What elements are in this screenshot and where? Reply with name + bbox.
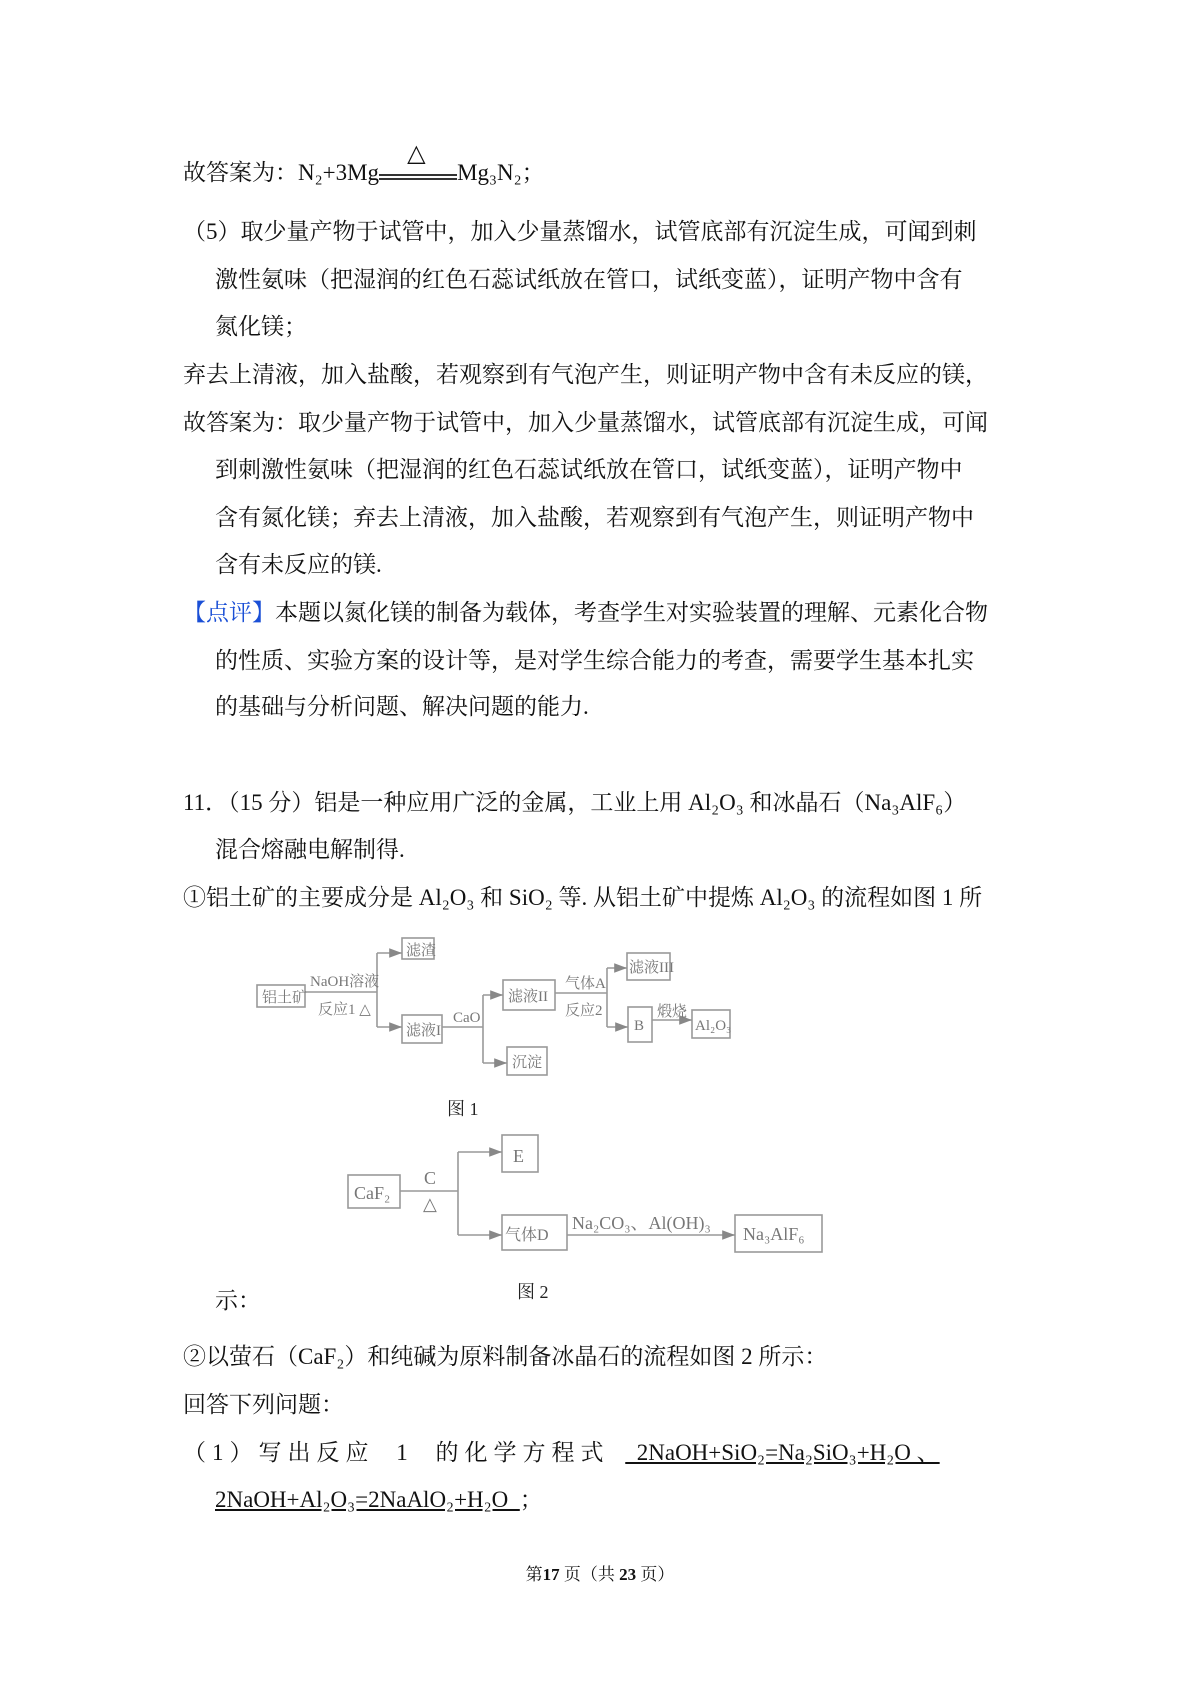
footer-text: 页）	[636, 1565, 675, 1584]
q11-line: 混合熔融电解制得.	[215, 837, 405, 862]
page-footer	[0, 1560, 1200, 1585]
q1-end: ；	[519, 1487, 543, 1512]
label-gas-a: 气体A	[565, 976, 606, 992]
q1-answer-2: 2NaOH+Al₂O₃=2NaAlO₂+H₂O	[215, 1487, 520, 1512]
label-filtrate3: 滤液III	[629, 960, 674, 976]
label-heat: △	[423, 1194, 437, 1214]
equation-right: Mg₃N₂；	[457, 160, 545, 185]
footer-text: 第	[525, 1565, 543, 1584]
label-reaction1: 反应1 △	[318, 1002, 371, 1018]
comment-text: 本题以氮化镁的制备为载体，考查学生对实验装置的理解、元素化合物	[275, 600, 988, 625]
comment-line: 的性质、实验方案的设计等，是对学生综合能力的考查，需要学生基本扎实	[215, 648, 974, 673]
q1-line-2	[215, 1485, 543, 1515]
label-reagents: Na₂CO₃、Al(OH)₃	[572, 1213, 711, 1233]
label-e: E	[513, 1146, 524, 1166]
page-total: 23	[619, 1565, 637, 1584]
figure-2-caption: 图 2	[517, 1282, 549, 1302]
label-c: C	[424, 1168, 437, 1188]
q5-line: 含有氮化镁；弃去上清液，加入盐酸，若观察到有气泡产生，则证明产物中	[215, 505, 974, 530]
comment-line: 的基础与分析问题、解决问题的能力.	[215, 694, 589, 719]
q5-line: （5）取少量产物于试管中，加入少量蒸馏水，试管底部有沉淀生成，可闻到刺	[183, 219, 977, 244]
label-b: B	[634, 1018, 645, 1034]
q5-line: 含有未反应的镁.	[215, 552, 382, 577]
page-number: 17	[542, 1565, 560, 1584]
heat-symbol: △	[407, 140, 426, 167]
figure-2-labels	[354, 1146, 805, 1302]
q11-part1: ①铝土矿的主要成分是 Al₂O₃ 和 SiO₂ 等. 从铝土矿中提炼 Al₂O₃ 的流程如图 1 所	[183, 885, 983, 910]
q11-line: 11．（15 分）铝是一种应用广泛的金属，工业上用 Al₂O₃ 和冰晶石（Na₃AlF₆）	[183, 790, 967, 815]
label-al2o3: Al₂O₃	[695, 1018, 732, 1034]
q1-answer-1: 2NaOH+SiO₂=Na₂SiO₃+H₂O 、	[625, 1440, 940, 1465]
q5-line: 故答案为：取少量产物于试管中，加入少量蒸馏水，试管底部有沉淀生成，可闻	[183, 410, 988, 435]
label-bauxite: 铝土矿	[262, 990, 308, 1006]
comment-tag: 【点评】	[183, 600, 275, 625]
q1-line	[183, 1438, 940, 1468]
label-calcine: 煅烧	[657, 1004, 688, 1020]
label-residue: 滤渣	[406, 943, 437, 959]
equation-left: 故答案为：N₂+3Mg	[183, 160, 380, 185]
label-naoh: NaOH溶液	[310, 974, 380, 990]
label-caf2: CaF₂	[354, 1183, 391, 1203]
label-cao: CaO	[453, 1010, 481, 1026]
q5-line: 弃去上清液，加入盐酸，若观察到有气泡产生，则证明产物中含有未反应的镁，	[183, 362, 988, 387]
q5-line: 激性氨味（把湿润的红色石蕊试纸放在管口，试纸变蓝），证明产物中含有	[215, 267, 963, 292]
label-reaction2: 反应2	[565, 1003, 603, 1019]
q11-part2: ②以萤石（CaF₂）和纯碱为原料制备冰晶石的流程如图 2 所示：	[183, 1344, 828, 1369]
q11-part1-end: 示：	[215, 1288, 261, 1313]
label-gas-d: 气体D	[505, 1227, 549, 1244]
q1-prompt: （1）写出反应 1 的化学方程式	[183, 1440, 610, 1465]
q5-line: 氮化镁；	[215, 314, 307, 339]
label-precipitate: 沉淀	[512, 1055, 543, 1071]
q11-ask: 回答下列问题：	[183, 1392, 344, 1417]
q5-line: 到刺激性氨味（把湿润的红色石蕊试纸放在管口，试纸变蓝），证明产物中	[215, 457, 963, 482]
label-na3alf6: Na₃AlF₆	[743, 1224, 805, 1244]
footer-text: 页（共	[559, 1565, 620, 1584]
figure-1-labels	[262, 942, 731, 1119]
figure-1-caption: 图 1	[447, 1099, 479, 1119]
label-filtrate1: 滤液I	[406, 1023, 441, 1039]
label-filtrate2: 滤液II	[508, 989, 548, 1005]
